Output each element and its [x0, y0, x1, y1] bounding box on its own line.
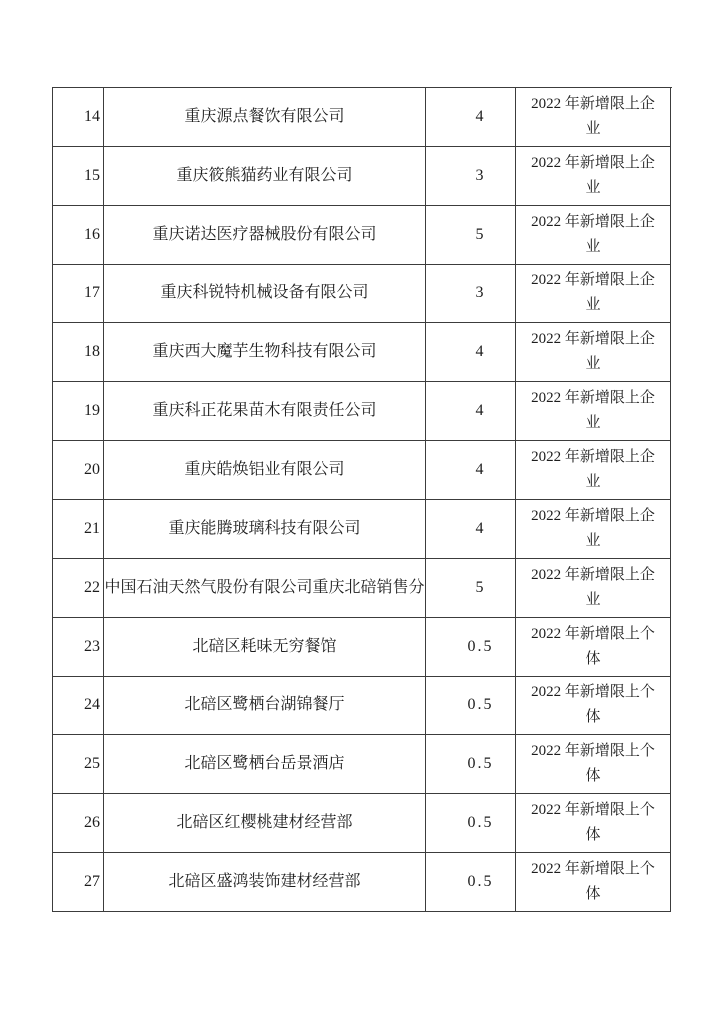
company-name-cell: 北碚区耗味无穷餐馆: [104, 618, 426, 677]
row-number-cell: 14: [53, 88, 104, 147]
company-name-cell: 重庆能腾玻璃科技有限公司: [104, 500, 426, 559]
category-text: 2022 年新增限上企业: [531, 213, 655, 255]
category-cell: [516, 382, 671, 441]
company-name-cell: 北碚区红樱桃建材经营部: [104, 794, 426, 853]
company-name-cell: 北碚区鹭栖台湖锦餐厅: [104, 677, 426, 736]
company-name-cell: 重庆筱熊猫药业有限公司: [104, 147, 426, 206]
value-cell: 3: [426, 147, 516, 206]
category-cell: [516, 265, 671, 324]
category-cell: [516, 735, 671, 794]
company-name-cell: 重庆科正花果苗木有限责任公司: [104, 382, 426, 441]
value-cell: 4: [426, 500, 516, 559]
row-number-cell: 16: [53, 206, 104, 265]
row-number-cell: 21: [53, 500, 104, 559]
value-cell: 4: [426, 441, 516, 500]
category-cell: [516, 88, 671, 147]
category-cell: [516, 618, 671, 677]
category-cell: [516, 500, 671, 559]
row-number-cell: 22: [53, 559, 104, 618]
category-text: 2022 年新增限上个体: [531, 743, 655, 785]
category-text: 2022 年新增限上企业: [531, 566, 655, 608]
value-cell: 0.5: [426, 677, 516, 736]
category-text: 2022 年新增限上企业: [531, 331, 655, 373]
company-table: [52, 87, 672, 912]
category-cell: [516, 147, 671, 206]
value-cell: 4: [426, 88, 516, 147]
value-cell: 0.5: [426, 853, 516, 912]
value-cell: 0.5: [426, 794, 516, 853]
category-text: 2022 年新增限上个体: [531, 625, 655, 667]
row-number-cell: 23: [53, 618, 104, 677]
company-name-cell: 重庆皓焕铝业有限公司: [104, 441, 426, 500]
company-name-cell: 重庆科锐特机械设备有限公司: [104, 265, 426, 324]
value-cell: 4: [426, 382, 516, 441]
category-cell: [516, 441, 671, 500]
value-cell: 5: [426, 559, 516, 618]
value-cell: 4: [426, 323, 516, 382]
company-name-cell: 北碚区盛鸿装饰建材经营部: [104, 853, 426, 912]
category-text: 2022 年新增限上企业: [531, 449, 655, 491]
value-cell: 0.5: [426, 735, 516, 794]
company-name-cell: 重庆源点餐饮有限公司: [104, 88, 426, 147]
category-cell: [516, 323, 671, 382]
company-name-cell: 重庆诺达医疗器械股份有限公司: [104, 206, 426, 265]
value-cell: 0.5: [426, 618, 516, 677]
company-name-cell: 中国石油天然气股份有限公司重庆北碚销售分: [104, 559, 426, 618]
row-number-cell: 15: [53, 147, 104, 206]
category-text: 2022 年新增限上企业: [531, 390, 655, 432]
row-number-cell: 18: [53, 323, 104, 382]
company-name-cell: 北碚区鹭栖台岳景酒店: [104, 735, 426, 794]
row-number-cell: 26: [53, 794, 104, 853]
category-text: 2022 年新增限上企业: [531, 272, 655, 314]
category-cell: [516, 559, 671, 618]
row-number-cell: 27: [53, 853, 104, 912]
row-number-cell: 24: [53, 677, 104, 736]
value-cell: 5: [426, 206, 516, 265]
category-text: 2022 年新增限上个体: [531, 861, 655, 903]
row-number-cell: 17: [53, 265, 104, 324]
category-cell: [516, 853, 671, 912]
category-text: 2022 年新增限上企业: [531, 507, 655, 549]
row-number-cell: 19: [53, 382, 104, 441]
category-text: 2022 年新增限上企业: [531, 154, 655, 196]
category-cell: [516, 677, 671, 736]
value-cell: 3: [426, 265, 516, 324]
row-number-cell: 20: [53, 441, 104, 500]
company-name-cell: 重庆西大魔芋生物科技有限公司: [104, 323, 426, 382]
category-text: 2022 年新增限上个体: [531, 802, 655, 844]
category-cell: [516, 794, 671, 853]
category-text: 2022 年新增限上企业: [531, 95, 655, 137]
category-text: 2022 年新增限上个体: [531, 684, 655, 726]
category-cell: [516, 206, 671, 265]
row-number-cell: 25: [53, 735, 104, 794]
